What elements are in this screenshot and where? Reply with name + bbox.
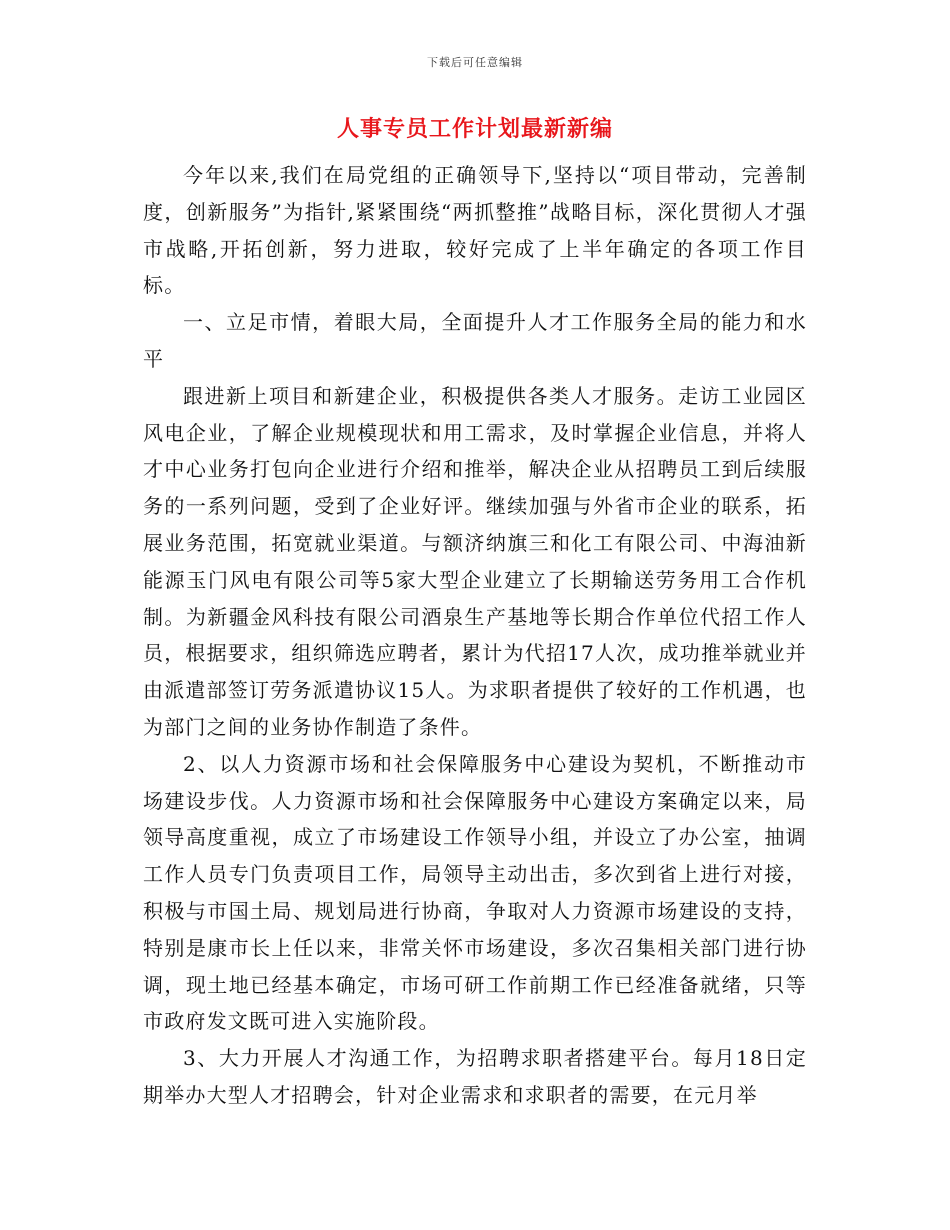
header-note: 下载后可任意编辑 xyxy=(427,56,523,69)
paragraph-item-2: 2、以人力资源市场和社会保障服务中心建设为契机，不断推动市场建设步伐。人力资源市场和社会保障服务中心建设方案确定以来，局领导高度重视，成立了市场建设工作领导小组，并设立了办公室，抽调工作人员专门负责项目工作，局领导主动出击，多次到省上进行对接，积极与市国土局、规划局进行协商，争取对人力资源市场建设的支持，特别是康市长上任以来，非常关怀市场建设，多次召集相关部门进行协调，现土地已经基本确定，市场可研工作前期工作已经准备就绪，只等市政府发文既可进入实施阶段。 xyxy=(143,751,807,1034)
paragraph-section-1-heading: 一、立足市情，着眼大局，全面提升人才工作服务全局的能力和水平 xyxy=(143,310,807,371)
paragraph-section-1-body: 跟进新上项目和新建企业，积极提供各类人才服务。走访工业园区风电企业，了解企业规模现状和用工需求，及时掌握企业信息，并将人才中心业务打包向企业进行介绍和推举，解决企业从招聘员工到后续服务的一系列问题，受到了企业好评。继续加强与外省市企业的联系，拓展业务范围，拓宽就业渠道。与额济纳旗三和化工有限公司、中海油新能源玉门风电有限公司等5家大型企业建立了长期输送劳务用工合作机制。为新疆金风科技有限公司酒泉生产基地等长期合作单位代招工作人员，根据要求，组织筛选应聘者，累计为代招17人次，成功推举就业并由派遣部签订劳务派遣协议15人。为求职者提供了较好的工作机遇，也为部门之间的业务协作制造了条件。 xyxy=(143,383,807,739)
document-body xyxy=(143,157,807,1114)
document-title: 人事专员工作计划最新新编 xyxy=(336,117,613,142)
paragraph-intro: 今年以来,我们在局党组的正确领导下,坚持以“项目带动，完善制度，创新服务”为指针,紧紧围绕“两抓整推”战略目标，深化贯彻人才强市战略,开拓创新，努力进取，较好完成了上半年确定的各项工作目标。 xyxy=(143,163,807,298)
paragraph-item-3: 3、大力开展人才沟通工作，为招聘求职者搭建平台。每月18日定期举办大型人才招聘会，针对企业需求和求职者的需要，在元月举 xyxy=(143,1046,807,1107)
